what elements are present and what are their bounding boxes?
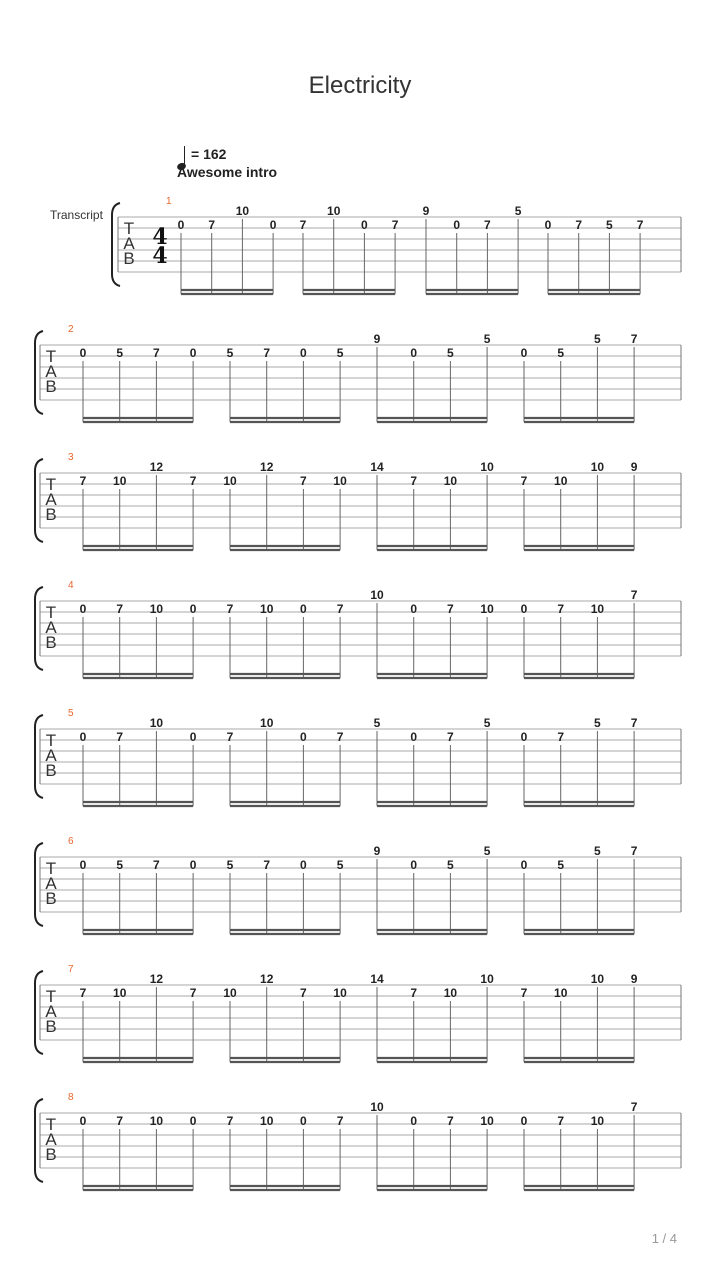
fret-number: 0	[189, 346, 197, 360]
fret-number: 7	[520, 986, 528, 1000]
fret-number: 0	[269, 218, 277, 232]
tab-clef-letter: B	[45, 1145, 57, 1164]
fret-number: 7	[447, 1114, 454, 1128]
fret-number: 10	[235, 204, 250, 218]
fret-number: 7	[226, 602, 234, 616]
tab-clef-letter: B	[123, 249, 135, 268]
fret-number: 7	[630, 588, 638, 602]
fret-number: 10	[590, 1114, 605, 1128]
fret-number: 10	[113, 474, 127, 488]
system-brace	[35, 459, 43, 542]
fret-number: 14	[370, 460, 384, 474]
fret-number: 0	[410, 346, 418, 360]
fret-number: 5	[373, 716, 381, 730]
fret-number: 0	[361, 218, 368, 232]
system-brace	[35, 1099, 43, 1182]
fret-number: 0	[189, 602, 197, 616]
fret-number: 10	[113, 986, 127, 1000]
fret-number: 0	[520, 1114, 528, 1128]
fret-number: 7	[189, 474, 197, 488]
fret-number: 10	[260, 1114, 274, 1128]
fret-number: 10	[149, 1114, 164, 1128]
fret-number: 10	[149, 716, 164, 730]
fret-number: 5	[226, 346, 234, 360]
system-brace	[35, 971, 43, 1054]
fret-number: 7	[116, 1114, 124, 1128]
fret-number: 0	[79, 346, 87, 360]
fret-number: 7	[557, 1114, 565, 1128]
system-brace	[35, 587, 43, 670]
tempo-value: = 162	[191, 146, 227, 162]
tab-clef-letter: B	[45, 1017, 57, 1036]
tab-clef-letter: A	[45, 1002, 57, 1021]
tab-clef-letter: T	[45, 731, 57, 750]
tab-clef-letter: B	[45, 505, 57, 524]
fret-number: 7	[116, 602, 124, 616]
tab-clef-letter: T	[45, 475, 57, 494]
fret-number: 9	[630, 972, 638, 986]
fret-number: 10	[223, 986, 237, 1000]
fret-number: 5	[483, 332, 491, 346]
time-signature-numerator: 4	[152, 224, 168, 250]
fret-number: 0	[300, 858, 307, 872]
fret-number: 7	[226, 730, 234, 744]
fret-number: 10	[590, 602, 605, 616]
fret-number: 5	[447, 346, 454, 360]
fret-number: 7	[299, 218, 307, 232]
fret-number: 10	[443, 986, 458, 1000]
fret-number: 5	[594, 716, 601, 730]
fret-number: 9	[422, 204, 430, 218]
fret-number: 7	[447, 602, 454, 616]
tab-clef-letter: T	[45, 603, 57, 622]
fret-number: 10	[480, 460, 494, 474]
fret-number: 0	[410, 730, 418, 744]
fret-number: 10	[149, 602, 164, 616]
fret-number: 0	[79, 602, 87, 616]
fret-number: 10	[480, 1114, 494, 1128]
fret-number: 7	[263, 346, 271, 360]
fret-number: 5	[557, 858, 565, 872]
fret-number: 7	[630, 1100, 638, 1114]
fret-number: 7	[410, 474, 418, 488]
fret-number: 0	[520, 858, 528, 872]
fret-number: 10	[333, 986, 347, 1000]
fret-number: 5	[483, 844, 491, 858]
tab-clef-letter: B	[45, 633, 57, 652]
fret-number: 7	[575, 218, 583, 232]
fret-number: 7	[300, 474, 307, 488]
fret-number: 5	[606, 218, 613, 232]
fret-number: 0	[189, 1114, 197, 1128]
measure-number: 7	[68, 964, 74, 975]
fret-number: 7	[153, 858, 160, 872]
tab-clef-letter: T	[45, 1115, 57, 1134]
section-label: Awesome intro	[177, 164, 278, 180]
fret-number: 0	[520, 346, 528, 360]
tab-clef-letter: A	[45, 362, 57, 381]
system-brace	[35, 331, 43, 414]
system-brace	[112, 203, 120, 286]
fret-number: 5	[116, 858, 124, 872]
fret-number: 0	[189, 858, 197, 872]
fret-number: 10	[590, 460, 605, 474]
fret-number: 5	[594, 332, 601, 346]
tab-clef-letter: T	[123, 219, 135, 238]
measure-number: 8	[68, 1092, 74, 1103]
fret-number: 5	[226, 858, 234, 872]
fret-number: 7	[557, 602, 565, 616]
tab-clef-letter: B	[45, 377, 57, 396]
fret-number: 0	[79, 730, 87, 744]
fret-number: 5	[514, 204, 522, 218]
fret-number: 0	[79, 1114, 87, 1128]
fret-number: 0	[544, 218, 552, 232]
fret-number: 10	[260, 602, 274, 616]
fret-number: 10	[480, 972, 494, 986]
fret-number: 7	[116, 730, 124, 744]
fret-number: 10	[327, 204, 341, 218]
fret-number: 7	[263, 858, 271, 872]
fret-number: 10	[554, 474, 568, 488]
fret-number: 7	[336, 602, 344, 616]
fret-number: 7	[226, 1114, 234, 1128]
tab-clef-letter: A	[45, 874, 57, 893]
fret-number: 0	[189, 730, 197, 744]
measure-number: 4	[68, 580, 74, 591]
fret-number: 12	[260, 460, 274, 474]
fret-number: 10	[260, 716, 274, 730]
system-brace	[35, 715, 43, 798]
fret-number: 7	[630, 716, 638, 730]
fret-number: 0	[177, 218, 185, 232]
fret-number: 7	[447, 730, 454, 744]
fret-number: 5	[557, 346, 565, 360]
fret-number: 10	[370, 1100, 384, 1114]
fret-number: 10	[333, 474, 347, 488]
fret-number: 7	[336, 730, 344, 744]
fret-number: 12	[149, 460, 164, 474]
fret-number: 10	[590, 972, 605, 986]
tab-clef-letter: A	[123, 234, 135, 253]
system-brace	[35, 843, 43, 926]
fret-number: 10	[480, 602, 494, 616]
measure-number: 5	[68, 708, 74, 719]
fret-number: 7	[484, 218, 491, 232]
fret-number: 7	[636, 218, 644, 232]
fret-number: 0	[79, 858, 87, 872]
tab-clef-letter: A	[45, 618, 57, 637]
fret-number: 10	[443, 474, 458, 488]
track-name[interactable]: Transcript	[50, 208, 103, 222]
fret-number: 7	[300, 986, 307, 1000]
fret-number: 5	[447, 858, 454, 872]
fret-number: 0	[453, 218, 461, 232]
tab-clef-letter: T	[45, 347, 57, 366]
fret-number: 0	[520, 602, 528, 616]
fret-number: 7	[79, 986, 87, 1000]
fret-number: 7	[557, 730, 565, 744]
fret-number: 9	[373, 332, 381, 346]
fret-number: 5	[483, 716, 491, 730]
fret-number: 7	[336, 1114, 344, 1128]
fret-number: 10	[223, 474, 237, 488]
measure-number: 6	[68, 836, 74, 847]
fret-number: 5	[594, 844, 601, 858]
fret-number: 7	[79, 474, 87, 488]
fret-number: 0	[520, 730, 528, 744]
measure-number: 1	[166, 196, 172, 207]
fret-number: 5	[116, 346, 124, 360]
fret-number: 7	[630, 844, 638, 858]
fret-number: 0	[410, 1114, 418, 1128]
fret-number: 7	[630, 332, 638, 346]
fret-number: 10	[554, 986, 568, 1000]
fret-number: 9	[373, 844, 381, 858]
fret-number: 7	[208, 218, 216, 232]
measure-number: 3	[68, 452, 74, 463]
fret-number: 7	[391, 218, 399, 232]
fret-number: 0	[300, 346, 307, 360]
fret-number: 7	[520, 474, 528, 488]
tab-clef-letter: T	[45, 859, 57, 878]
tab-clef-letter: B	[45, 761, 57, 780]
page-number: 1 / 4	[651, 1231, 677, 1246]
tab-clef-letter: T	[45, 987, 57, 1006]
fret-number: 0	[300, 602, 307, 616]
song-title: Electricity	[308, 72, 412, 99]
tab-clef-letter: A	[45, 746, 57, 765]
fret-number: 12	[149, 972, 164, 986]
fret-number: 0	[410, 602, 418, 616]
fret-number: 14	[370, 972, 384, 986]
fret-number: 10	[370, 588, 384, 602]
tab-clef-letter: B	[45, 889, 57, 908]
fret-number: 5	[336, 346, 344, 360]
fret-number: 0	[410, 858, 418, 872]
time-signature-denominator: 4	[152, 243, 168, 269]
fret-number: 0	[300, 1114, 307, 1128]
tab-clef-letter: A	[45, 1130, 57, 1149]
fret-number: 9	[630, 460, 638, 474]
fret-number: 12	[260, 972, 274, 986]
fret-number: 7	[410, 986, 418, 1000]
tab-clef-letter: A	[45, 490, 57, 509]
fret-number: 0	[300, 730, 307, 744]
fret-number: 5	[336, 858, 344, 872]
fret-number: 7	[189, 986, 197, 1000]
measure-number: 2	[68, 324, 74, 335]
fret-number: 7	[153, 346, 160, 360]
